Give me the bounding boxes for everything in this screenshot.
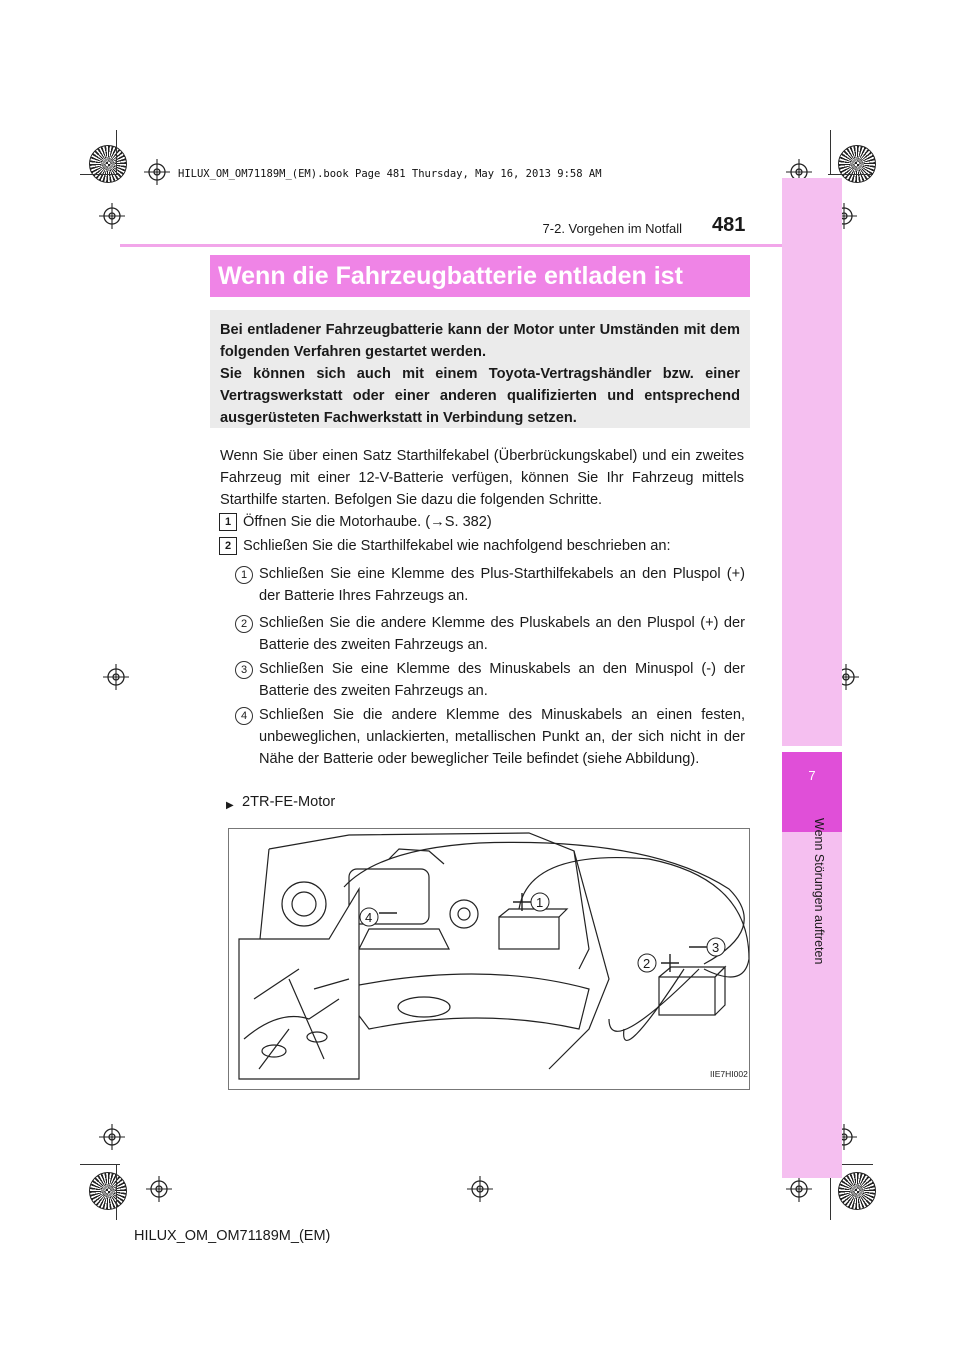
registration-mark-icon [467, 1176, 493, 1202]
crop-line [116, 1165, 117, 1220]
callout-label: 1 [536, 895, 544, 910]
registration-mark-icon [146, 1176, 172, 1202]
variant-arrow-icon: ▶ [226, 800, 234, 811]
engine-bay-illustration [229, 829, 750, 1090]
substep-number-badge: 4 [235, 707, 253, 725]
print-rosette-mark [89, 1172, 127, 1210]
callout-label: 4 [365, 910, 373, 925]
step-text: Schließen Sie die Starthilfekabel wie nachfolgend beschrieben an: [243, 538, 671, 554]
header-rule [120, 244, 782, 247]
step-number-badge: 1 [219, 513, 237, 531]
variant-label: 2TR-FE-Motor [242, 794, 336, 810]
substep-number-badge: 3 [235, 661, 253, 679]
callout-label: 2 [643, 956, 651, 971]
substep-text: Schließen Sie eine Klemme des Minuskabels an den Minuspol (-) der Batterie des zweiten Fahrzeugs an. [259, 661, 745, 699]
registration-mark-icon [99, 203, 125, 229]
print-rosette-mark [838, 145, 876, 183]
crop-line [830, 130, 831, 175]
footer-document-code: HILUX_OM_OM71189M_(EM) [134, 1228, 331, 1244]
crop-line [116, 130, 117, 175]
section-label: 7-2. Vorgehen im Notfall [542, 221, 682, 236]
registration-mark-icon [99, 1124, 125, 1150]
print-rosette-mark [838, 1172, 876, 1210]
jump-start-illustration [228, 828, 750, 1090]
substep-number-badge: 2 [235, 615, 253, 633]
intro-text: Sie können sich auch mit einem Toyota-Vertragshändler bzw. einer Vertragswerkstatt oder einer anderen qualifizierten und entsprechend ausgerüsteten Fachwerkstatt in Verbindung setzen. [220, 366, 740, 426]
crop-line [80, 1164, 120, 1165]
page-title: Wenn die Fahrzeugbatterie entladen ist [210, 255, 750, 297]
step-number-badge: 2 [219, 537, 237, 555]
substep-text: Schließen Sie eine Klemme des Plus-Starthilfekabels an den Pluspol (+) der Batterie Ihres Fahrzeugs an. [259, 566, 745, 604]
print-rosette-mark [89, 145, 127, 183]
intro-text: Bei entladener Fahrzeugbatterie kann der Motor unter Umständen mit dem folgenden Verfahren gestartet werden. [220, 322, 740, 360]
substep-number-badge: 1 [235, 566, 253, 584]
body-paragraph: Wenn Sie über einen Satz Starthilfekabel (Überbrückungskabel) und ein zweites Fahrzeug mit einer 12-V-Batterie verfügen, können Sie Ihr Fahrzeug mittels Starthilfe starten. Befolgen Sie dazu die folgenden Schritte. [220, 448, 744, 508]
side-tab [782, 178, 842, 746]
registration-mark-icon [786, 1176, 812, 1202]
substep-text: Schließen Sie die andere Klemme des Minuskabels an einen festen, unbeweglichen, unlackierten, metallischen Punkt an, der sich nicht in der Nähe der Batterie oder beweglicher Teile befindet (siehe Abbildung). [259, 707, 745, 767]
crop-line [80, 174, 120, 175]
intro-box [210, 310, 750, 428]
callout-label: 3 [712, 940, 720, 955]
registration-mark-icon [144, 159, 170, 185]
crop-line [828, 174, 873, 175]
registration-mark-icon [103, 664, 129, 690]
page-number: 481 [712, 214, 746, 236]
figure-code: IIE7HI002 [710, 1069, 748, 1079]
book-info-line: HILUX_OM_OM71189M_(EM).book Page 481 Thursday, May 16, 2013 9:58 AM [178, 168, 602, 180]
side-tab-chapter-title: Wenn Störungen auftreten [812, 818, 826, 965]
substep-text: Schließen Sie die andere Klemme des Pluskabels an den Pluspol (+) der Batterie des zweiten Fahrzeugs an. [259, 615, 745, 653]
step-text: Öffnen Sie die Motorhaube. (→S. 382) [243, 514, 492, 530]
side-tab-chapter-number: 7 [782, 752, 842, 832]
